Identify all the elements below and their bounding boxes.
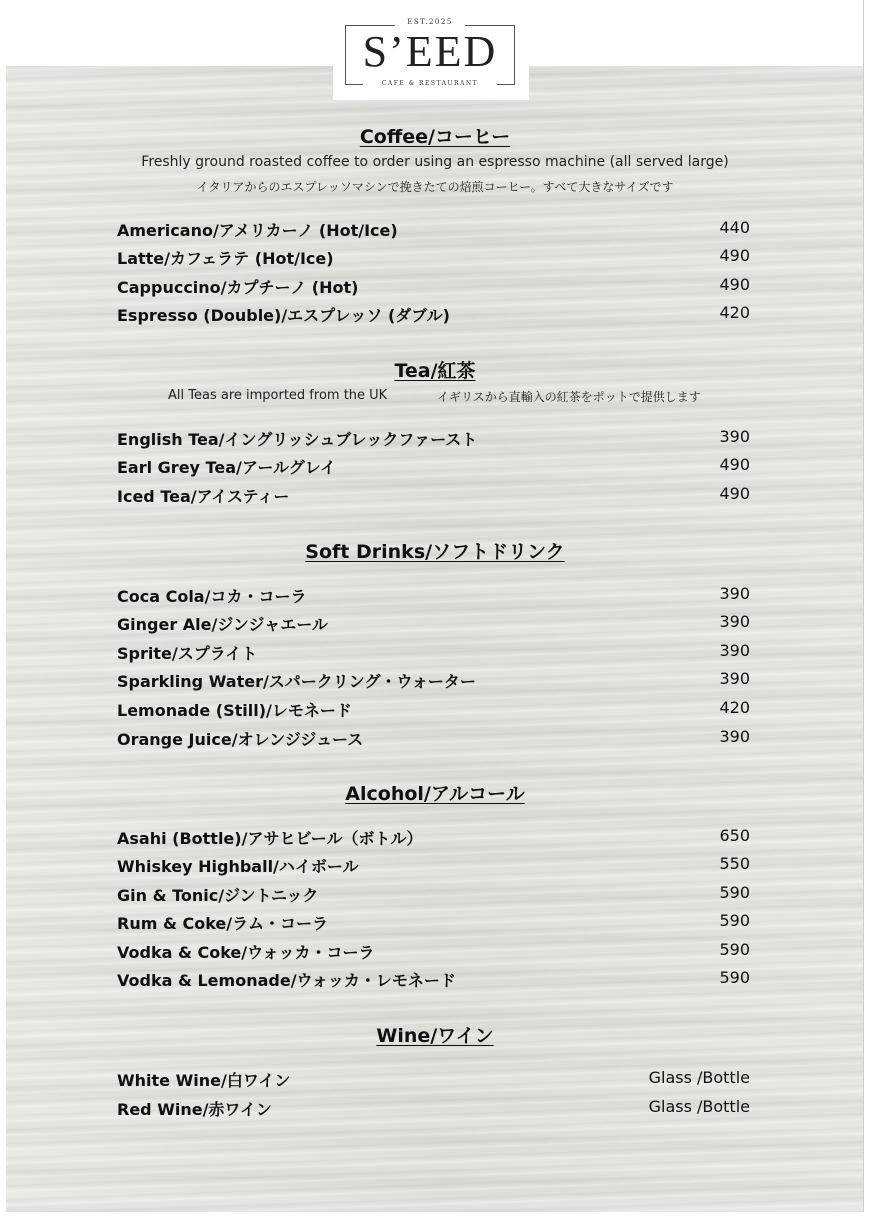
menu-item-price: 390 bbox=[719, 641, 750, 660]
logo-established: EST.2025 bbox=[395, 18, 465, 26]
menu-item-price: 390 bbox=[719, 727, 750, 746]
menu-item-name: Asahi (Bottle)/アサヒビール（ボトル） bbox=[117, 829, 423, 848]
section-title-wine: Wine/ワイン bbox=[376, 1025, 494, 1047]
section-title-alcohol: Alcohol/アルコール bbox=[345, 783, 525, 805]
menu-item-name: Lemonade (Still)/レモネード bbox=[117, 701, 352, 720]
menu-item-price: Glass /Bottle bbox=[648, 1097, 750, 1116]
menu-item-name: Sprite/スプライト bbox=[117, 644, 258, 663]
menu-item-price: Glass /Bottle bbox=[648, 1068, 750, 1087]
menu-item-price: 490 bbox=[719, 484, 750, 503]
menu-item-price: 650 bbox=[719, 826, 750, 845]
menu-item-name: Espresso (Double)/エスプレッソ (ダブル) bbox=[117, 306, 450, 325]
menu-item-name: Rum & Coke/ラム・コーラ bbox=[117, 914, 328, 933]
menu-item-name: Coca Cola/コカ・コーラ bbox=[117, 587, 307, 606]
tea-description-en: All Teas are imported from the UK bbox=[168, 388, 388, 403]
menu-item-price: 420 bbox=[719, 303, 750, 322]
menu-item-price: 590 bbox=[719, 968, 750, 987]
menu-item-price: 420 bbox=[719, 698, 750, 717]
coffee-description-jp: イタリアからのエスプレッソマシンで挽きたての焙煎コーヒー。すべて大きなサイズです bbox=[196, 180, 674, 194]
coffee-description-en: Freshly ground roasted coffee to order using an espresso machine (all served large) bbox=[141, 154, 729, 170]
menu-item-price: 590 bbox=[719, 883, 750, 902]
section-title-coffee: Coffee/コーヒー bbox=[359, 126, 511, 148]
menu-item-price: 440 bbox=[719, 218, 750, 237]
menu-item-name: Earl Grey Tea/アールグレイ bbox=[117, 458, 336, 477]
menu-item-price: 490 bbox=[719, 246, 750, 265]
menu-item-price: 390 bbox=[719, 669, 750, 688]
menu-item-price: 390 bbox=[719, 427, 750, 446]
logo-subtitle: CAFE & RESTAURANT bbox=[363, 80, 497, 87]
logo-name: S’EED bbox=[362, 27, 498, 76]
section-title-tea: Tea/紅茶 bbox=[394, 360, 476, 382]
menu-item-name: Americano/アメリカーノ (Hot/Ice) bbox=[117, 221, 398, 240]
menu-item-price: 390 bbox=[719, 584, 750, 603]
menu-item-price: 590 bbox=[719, 911, 750, 930]
menu-item-name: Latte/カフェラテ (Hot/Ice) bbox=[117, 249, 334, 268]
menu-item-price: 490 bbox=[719, 455, 750, 474]
menu-item-price: 390 bbox=[719, 612, 750, 631]
menu-item-name: Orange Juice/オレンジジュース bbox=[117, 730, 364, 749]
section-title-soft-drinks: Soft Drinks/ソフトドリンク bbox=[305, 541, 565, 563]
menu-item-name: Red Wine/赤ワイン bbox=[117, 1100, 272, 1119]
menu-item-name: Sparkling Water/スパークリング・ウォーター bbox=[117, 672, 476, 691]
menu-item-price: 490 bbox=[719, 275, 750, 294]
menu-item-name: English Tea/イングリッシュブレックファースト bbox=[117, 430, 478, 449]
menu-item-name: Gin & Tonic/ジントニック bbox=[117, 886, 319, 905]
menu-item-price: 550 bbox=[719, 854, 750, 873]
tea-description-jp: イギリスから直輸入の紅茶をポットで提供します bbox=[437, 390, 701, 404]
menu-item-name: Whiskey Highball/ハイボール bbox=[117, 857, 359, 876]
menu-item-name: Ginger Ale/ジンジャエール bbox=[117, 615, 328, 634]
menu-item-name: White Wine/白ワイン bbox=[117, 1071, 291, 1090]
menu-item-name: Iced Tea/アイスティー bbox=[117, 487, 290, 506]
menu-item-price: 590 bbox=[719, 940, 750, 959]
menu-item-name: Cappuccino/カプチーノ (Hot) bbox=[117, 278, 359, 297]
menu-item-name: Vodka & Coke/ウォッカ・コーラ bbox=[117, 943, 375, 962]
menu-item-name: Vodka & Lemonade/ウォッカ・レモネード bbox=[117, 971, 456, 990]
